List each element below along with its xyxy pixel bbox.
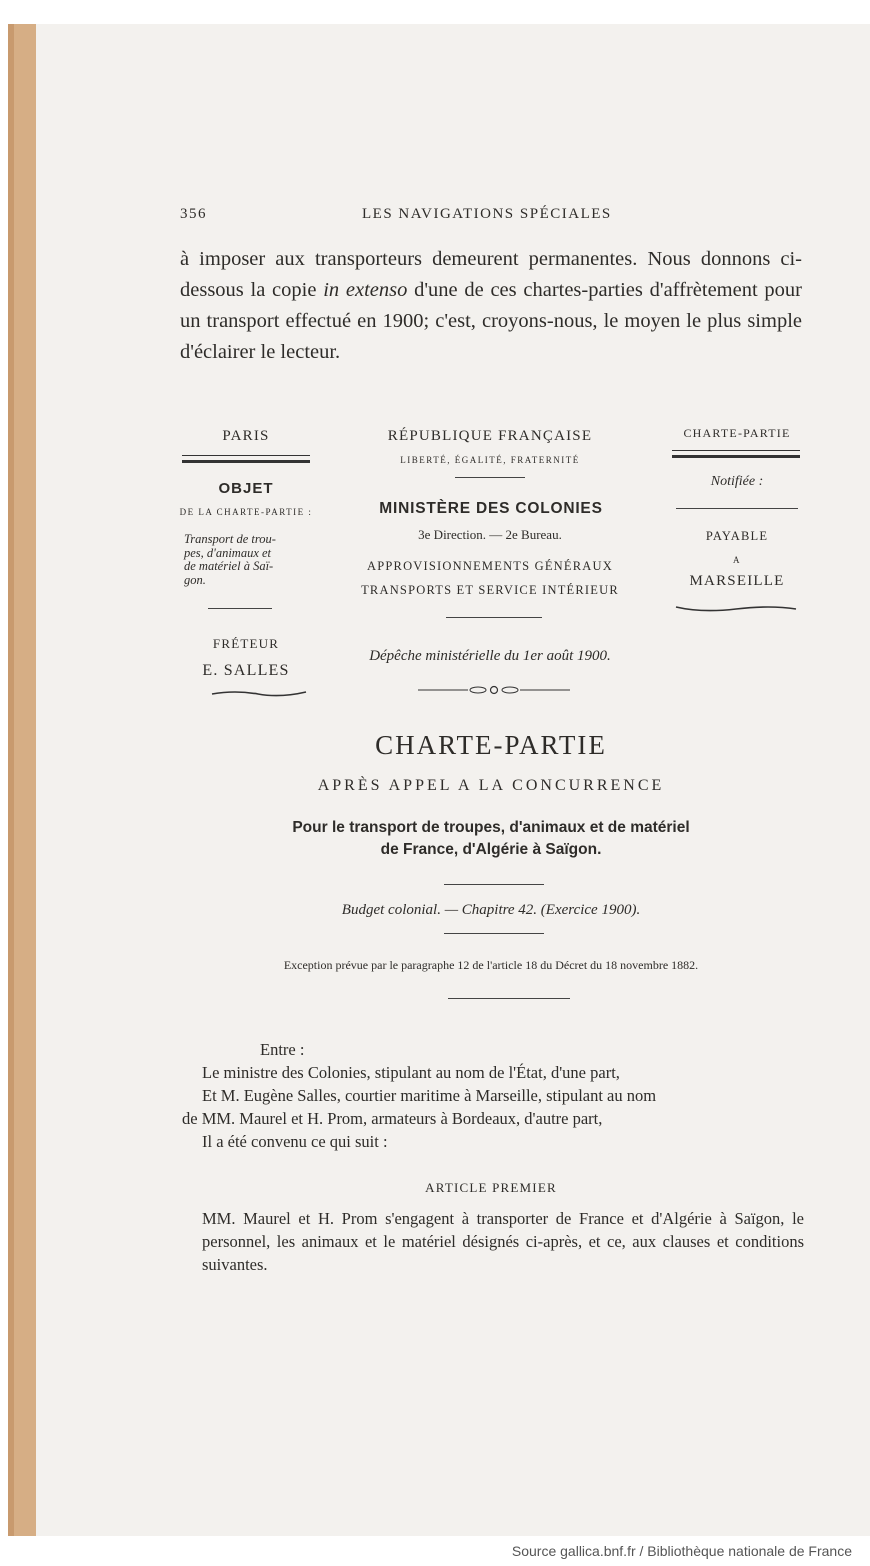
ministry-heading: MINISTÈRE DES COLONIES [379, 500, 603, 517]
left-double-rule [182, 455, 310, 463]
payable-label: PAYABLE [705, 529, 769, 543]
article-heading: ARTICLE PREMIER [425, 1180, 557, 1195]
objet-heading: OBJET [218, 480, 274, 497]
intro-text-1: à imposer aux transporteurs demeurent permanentes. Nous donnons ci-dessous la copie [180, 248, 802, 301]
party-line-1: Le ministre des Colonies, stipulant au nom de l'État, d'une part, [202, 1063, 620, 1082]
charter-rule-3 [448, 998, 570, 999]
intro-paragraph [180, 244, 802, 368]
objet-sub: DE LA CHARTE-PARTIE : [179, 507, 313, 517]
freteur-label: FRÉTEUR [212, 636, 280, 651]
objet-line: pes, d'animaux et [184, 545, 272, 560]
party-line-2: Et M. Eugène Salles, courtier maritime à Marseille, stipulant au nom [202, 1086, 657, 1105]
payable-city: MARSEILLE [689, 573, 785, 589]
center-short-rule [455, 477, 525, 478]
center-ornament-icon [416, 683, 572, 697]
objet-line: gon. [184, 572, 206, 587]
purpose-line-2: de France, d'Algérie à Saïgon. [380, 841, 602, 858]
charter-subtitle: APRÈS APPEL A LA CONCURRENCE [317, 777, 665, 794]
intro-italic: in extenso [323, 279, 408, 301]
objet-description [184, 533, 318, 587]
purpose-line-1: Pour le transport de troupes, d'animaux et de matériel [292, 819, 690, 836]
exception-line: Exception prévue par le paragraphe 12 de l'article 18 du Décret du 18 novembre 1882. [283, 958, 699, 972]
source-credit: Source gallica.bnf.fr / Bibliothèque nationale de France [511, 1543, 852, 1559]
running-title: LES NAVIGATIONS SPÉCIALES [362, 206, 612, 222]
objet-line: de matériel à Saï- [184, 559, 274, 573]
left-city: PARIS [222, 428, 270, 444]
charter-rule-2 [444, 933, 544, 934]
direction-line: 3e Direction. — 2e Bureau. [418, 527, 562, 542]
payable-a: A [733, 555, 741, 565]
objet-line: Transport de trou- [184, 532, 276, 546]
article-text: MM. Maurel et H. Prom s'engagent à transporter de France et d'Algérie à Saïgon, le personnel, les animaux et le matériel désignés ci-après, et ce, aux clauses et conditions suivantes. [202, 1209, 804, 1274]
right-double-rule [672, 450, 800, 458]
depeche-line: Dépêche ministérielle du 1er août 1900. [369, 648, 611, 664]
charter-title: CHARTE-PARTIE [375, 730, 607, 760]
page-number: 356 [180, 206, 207, 222]
right-rule [676, 508, 798, 509]
republic-motto: LIBERTÉ, ÉGALITÉ, FRATERNITÉ [400, 455, 580, 465]
right-flourish-icon [672, 601, 800, 615]
intro-text-2: d'une de ces chartes-parties d'affrètement pour un transport effectué en 1900; c'est, croyons-nous, le moyen le plus simple d'éclairer le lecteur. [180, 279, 802, 363]
entre-line: Entre : [260, 1040, 305, 1059]
parties-block [182, 1038, 804, 1153]
charter-purpose [180, 817, 802, 861]
left-flourish-icon [210, 686, 310, 700]
right-heading: CHARTE-PARTIE [683, 426, 791, 440]
budget-line: Budget colonial. — Chapitre 42. (Exercice 1900). [341, 902, 641, 918]
notifiee-label: Notifiée : [710, 474, 764, 489]
freteur-name: E. SALLES [202, 662, 290, 679]
page-edge [8, 24, 14, 1536]
left-short-rule [208, 608, 272, 609]
department-line-1: APPROVISIONNEMENTS GÉNÉRAUX [367, 559, 613, 573]
charter-rule-1 [444, 884, 544, 885]
party-line-4: Il a été convenu ce qui suit : [202, 1132, 388, 1151]
republic-heading: RÉPUBLIQUE FRANÇAISE [387, 428, 593, 444]
center-rule-2 [446, 617, 542, 618]
party-line-3: de MM. Maurel et H. Prom, armateurs à Bordeaux, d'autre part, [182, 1109, 603, 1128]
department-line-2: TRANSPORTS ET SERVICE INTÉRIEUR [361, 583, 619, 597]
